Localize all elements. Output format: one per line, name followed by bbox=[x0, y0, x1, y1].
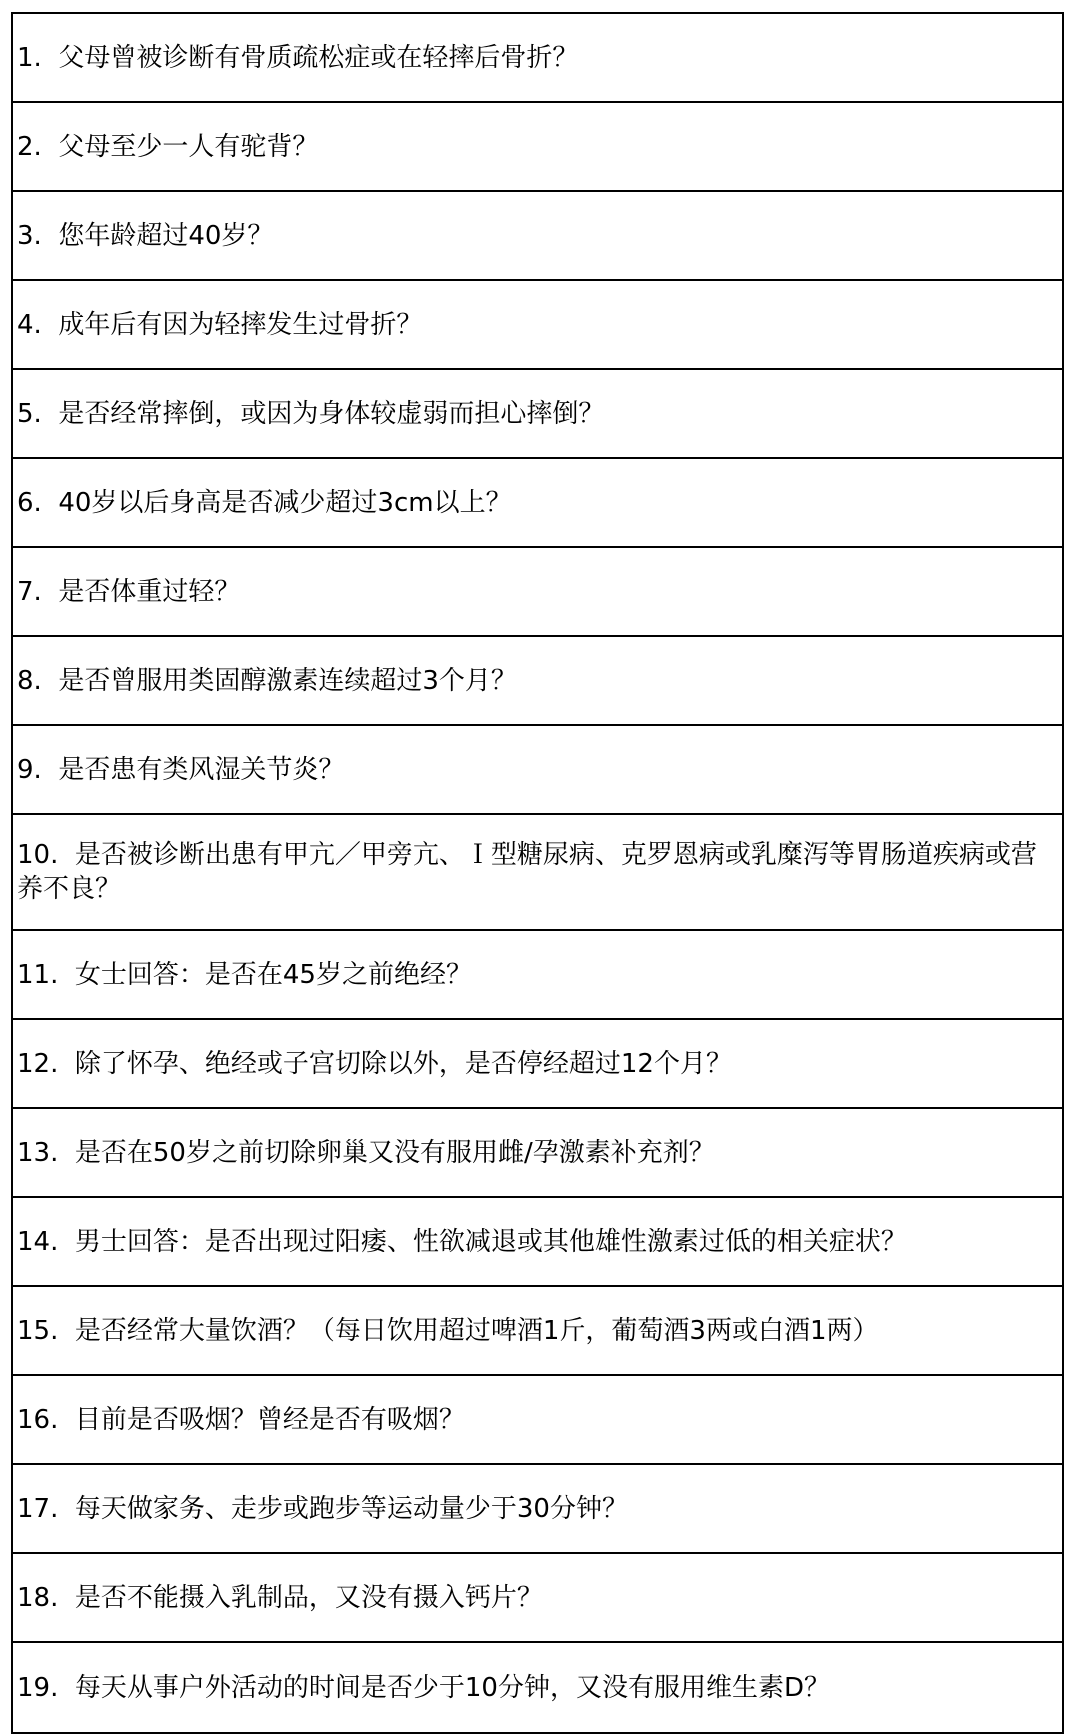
question-text: 您年龄超过40岁？ bbox=[58, 220, 274, 251]
question-text: 是否曾服用类固醇激素连续超过3个月？ bbox=[58, 665, 517, 696]
question-number: 6. bbox=[17, 487, 42, 518]
question-row-15 bbox=[13, 1287, 1062, 1376]
question-row-6 bbox=[13, 459, 1062, 548]
question-number: 17. bbox=[17, 1493, 59, 1524]
question-number: 7. bbox=[17, 576, 42, 607]
question-number: 16. bbox=[17, 1404, 59, 1435]
question-row-19 bbox=[13, 1643, 1062, 1732]
question-number: 14. bbox=[17, 1226, 59, 1257]
question-text: 父母至少一人有驼背？ bbox=[58, 131, 319, 162]
question-number: 9. bbox=[17, 754, 42, 785]
question-text: 男士回答：是否出现过阳痿、性欲减退或其他雄性激素过低的相关症状？ bbox=[74, 1226, 907, 1257]
question-number: 4. bbox=[17, 309, 42, 340]
questionnaire-table bbox=[11, 12, 1064, 1734]
question-row-10 bbox=[13, 815, 1062, 931]
question-text: 除了怀孕、绝经或子宫切除以外，是否停经超过12个月？ bbox=[74, 1048, 732, 1079]
question-number: 8. bbox=[17, 665, 42, 696]
question-row-3 bbox=[13, 192, 1062, 281]
question-row-5 bbox=[13, 370, 1062, 459]
question-number: 5. bbox=[17, 398, 42, 429]
question-text: 父母曾被诊断有骨质疏松症或在轻摔后骨折？ bbox=[58, 42, 579, 73]
question-text: 每天从事户外活动的时间是否少于10分钟，又没有服用维生素D？ bbox=[74, 1672, 830, 1703]
question-number: 11. bbox=[17, 959, 59, 990]
question-text: 是否在50岁之前切除卵巢又没有服用雌/孕激素补充剂？ bbox=[74, 1137, 715, 1168]
question-row-17 bbox=[13, 1465, 1062, 1554]
question-number: 3. bbox=[17, 220, 42, 251]
question-text: 是否体重过轻？ bbox=[58, 576, 241, 607]
question-row-1 bbox=[13, 14, 1062, 103]
question-text: 是否不能摄入乳制品，又没有摄入钙片？ bbox=[74, 1582, 543, 1613]
question-text: 40岁以后身高是否减少超过3cm以上？ bbox=[58, 487, 512, 518]
question-text: 每天做家务、走步或跑步等运动量少于30分钟？ bbox=[74, 1493, 628, 1524]
question-row-12 bbox=[13, 1020, 1062, 1109]
question-number: 10. bbox=[17, 840, 59, 870]
question-row-2 bbox=[13, 103, 1062, 192]
question-number: 12. bbox=[17, 1048, 59, 1079]
question-number: 13. bbox=[17, 1137, 59, 1168]
question-number: 18. bbox=[17, 1582, 59, 1613]
question-text: 成年后有因为轻摔发生过骨折？ bbox=[58, 309, 423, 340]
question-number: 19. bbox=[17, 1672, 59, 1703]
question-text: 是否经常大量饮酒？（每日饮用超过啤酒1斤，葡萄酒3两或白酒1两） bbox=[74, 1315, 879, 1346]
question-row-13 bbox=[13, 1109, 1062, 1198]
question-row-8 bbox=[13, 637, 1062, 726]
question-row-16 bbox=[13, 1376, 1062, 1465]
question-row-7 bbox=[13, 548, 1062, 637]
question-row-4 bbox=[13, 281, 1062, 370]
question-text: 是否患有类风湿关节炎？ bbox=[58, 754, 345, 785]
question-text: 目前是否吸烟？曾经是否有吸烟？ bbox=[74, 1404, 465, 1435]
question-text: 女士回答：是否在45岁之前绝经？ bbox=[74, 959, 472, 990]
question-row-9 bbox=[13, 726, 1062, 815]
question-row-18 bbox=[13, 1554, 1062, 1643]
question-number: 15. bbox=[17, 1315, 59, 1346]
question-row-14 bbox=[13, 1198, 1062, 1287]
question-row-11 bbox=[13, 931, 1062, 1020]
question-number: 1. bbox=[17, 42, 42, 73]
question-number: 2. bbox=[17, 131, 42, 162]
question-text: 是否被诊断出患有甲亢／甲旁亢、Ｉ型糖尿病、克罗恩病或乳糜泻等胃肠道疾病或营养不良？ bbox=[17, 840, 1037, 904]
question-text: 是否经常摔倒，或因为身体较虚弱而担心摔倒？ bbox=[58, 398, 605, 429]
